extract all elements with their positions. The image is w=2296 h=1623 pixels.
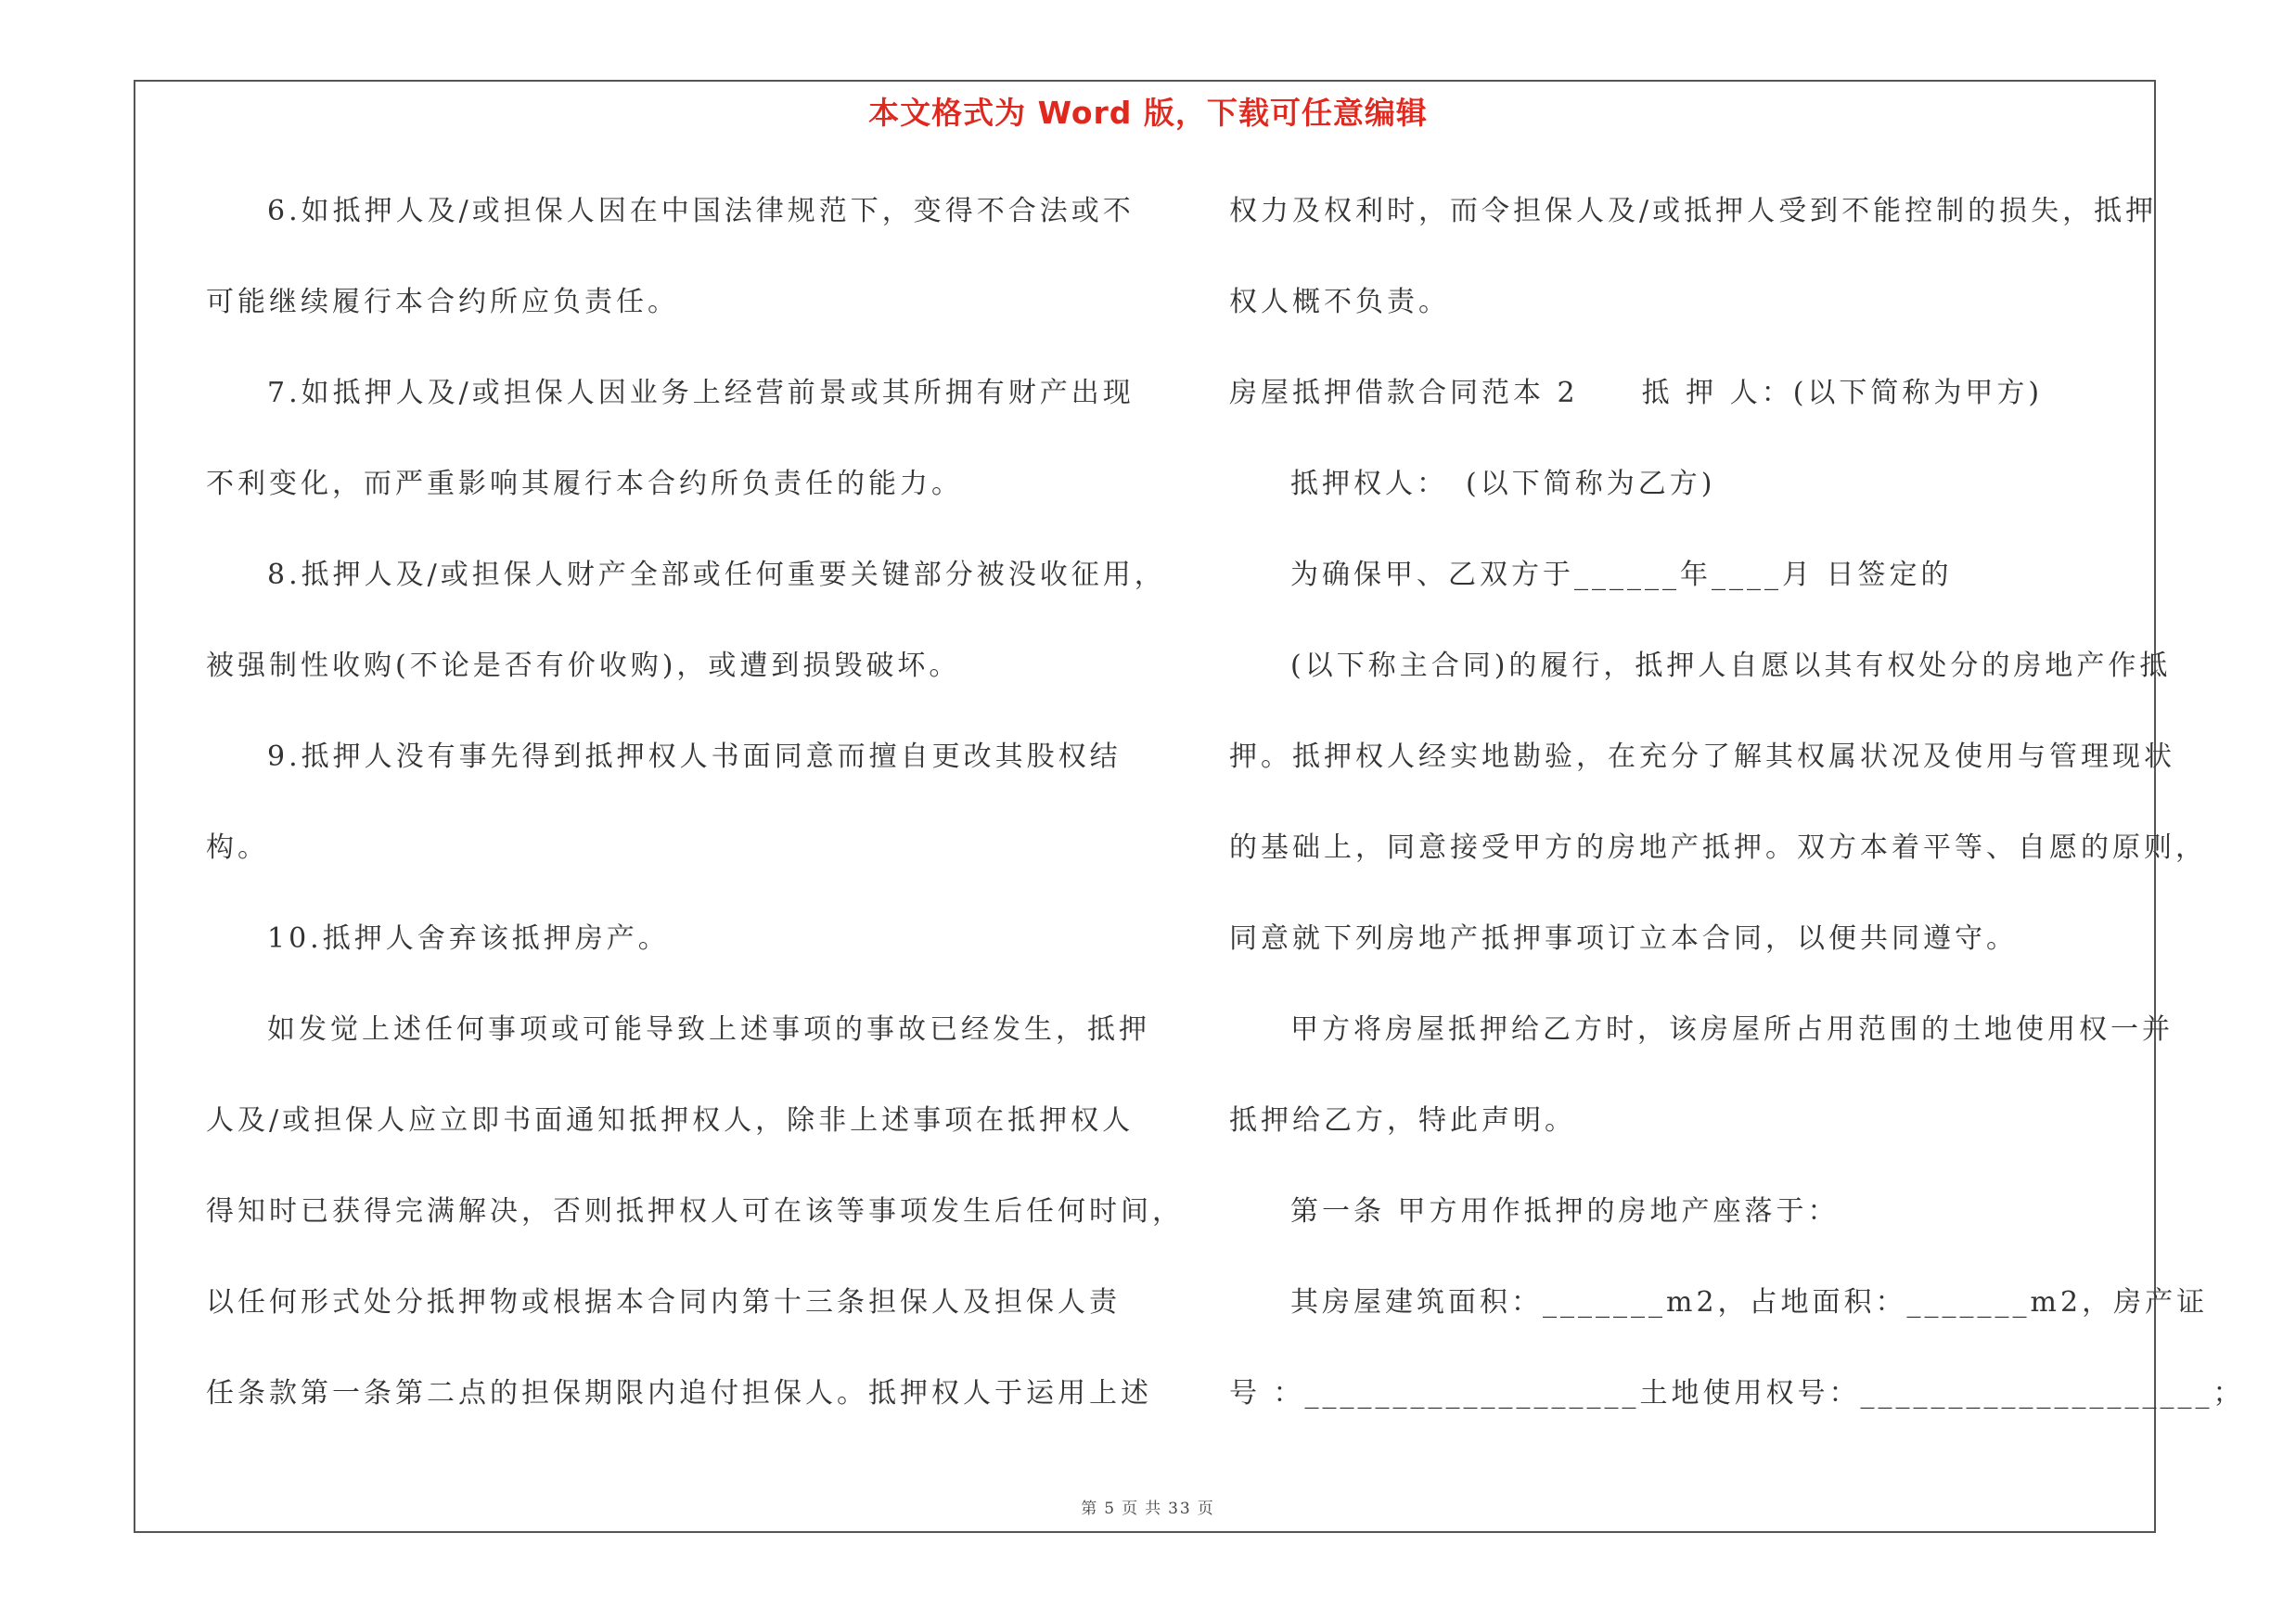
text-line: 以任何形式处分抵押物或根据本合同内第十三条担保人及担保人责 (206, 1286, 1121, 1319)
text-line: 6.如抵押人及/或担保人因在中国法律规范下，变得不合法或不 (267, 195, 1135, 227)
text-line: 7.如抵押人及/或担保人因业务上经营前景或其所拥有财产出现 (267, 377, 1135, 409)
text-line: 得知时已获得完满解决，否则抵押权人可在该等事项发生后任何时间， (206, 1195, 1184, 1228)
text-line: 抵押权人： (以下简称为乙方) (1290, 468, 1716, 500)
footer-suffix: 页 (1197, 1500, 1215, 1518)
footer-total-pages: 33 (1168, 1500, 1192, 1518)
text-line: 号 ：___________________土地使用权号：____________________； (1229, 1377, 2245, 1410)
text-line: 同意就下列房地产抵押事项订立本合同，以便共同遵守。 (1229, 922, 2018, 955)
text-line: 任条款第一条第二点的担保期限内追付担保人。抵押权人于运用上述 (206, 1377, 1152, 1410)
right-column (1229, 189, 2245, 1462)
text-line: 人及/或担保人应立即书面通知抵押权人，除非上述事项在抵押权人 (206, 1104, 1135, 1137)
text-line: 8.抵押人及/或担保人财产全部或任何重要关键部分被没收征用， (267, 559, 1166, 591)
left-column (206, 189, 1184, 1462)
text-line: 可能继续履行本合约所应负责任。 (206, 286, 679, 318)
text-line: 甲方将房屋抵押给乙方时，该房屋所占用范围的土地使用权一并 (1290, 1013, 2174, 1046)
footer-page-number: 5 (1104, 1500, 1117, 1518)
text-line: 第一条 甲方用作抵押的房地产座落于： (1290, 1195, 1840, 1228)
text-line: 构。 (206, 831, 269, 864)
text-line: 房屋抵押借款合同范本 2 抵 押 人：(以下简称为甲方) (1229, 377, 2044, 409)
text-line: 为确保甲、乙双方于______年____月 日签定的 (1290, 559, 1953, 591)
text-line: (以下称主合同)的履行，抵押人自愿以其有权处分的房地产作抵 (1290, 650, 2172, 682)
text-line: 9.抵押人没有事先得到抵押权人书面同意而擅自更改其股权结 (267, 741, 1122, 773)
footer-total-word: 共 (1145, 1500, 1163, 1518)
footer-prefix: 第 (1081, 1500, 1099, 1518)
text-line: 如发觉上述任何事项或可能导致上述事项的事故已经发生，抵押 (267, 1013, 1150, 1046)
page-footer (0, 1495, 2296, 1518)
footer-page-word: 页 (1122, 1500, 1140, 1518)
text-line: 被强制性收购(不论是否有价收购)，或遭到损毁破坏。 (206, 650, 961, 682)
text-line: 不利变化，而严重影响其履行本合约所负责任的能力。 (206, 468, 963, 500)
format-banner: 本文格式为 Word 版，下载可任意编辑 (868, 95, 1428, 131)
text-line: 权力及权利时，而令担保人及/或抵押人受到不能控制的损失，抵押 (1229, 195, 2158, 227)
text-line: 10.抵押人舍弃该抵押房产。 (267, 922, 670, 955)
text-line: 抵押给乙方，特此声明。 (1229, 1104, 1576, 1137)
text-line: 权人概不负责。 (1229, 286, 1450, 318)
text-line: 其房屋建筑面积：_______m2，占地面积：_______m2，房产证 (1290, 1286, 2209, 1319)
text-line: 押。抵押权人经实地勘验，在充分了解其权属状况及使用与管理现状 (1229, 741, 2175, 773)
text-line: 的基础上，同意接受甲方的房地产抵押。双方本着平等、自愿的原则， (1229, 831, 2207, 864)
